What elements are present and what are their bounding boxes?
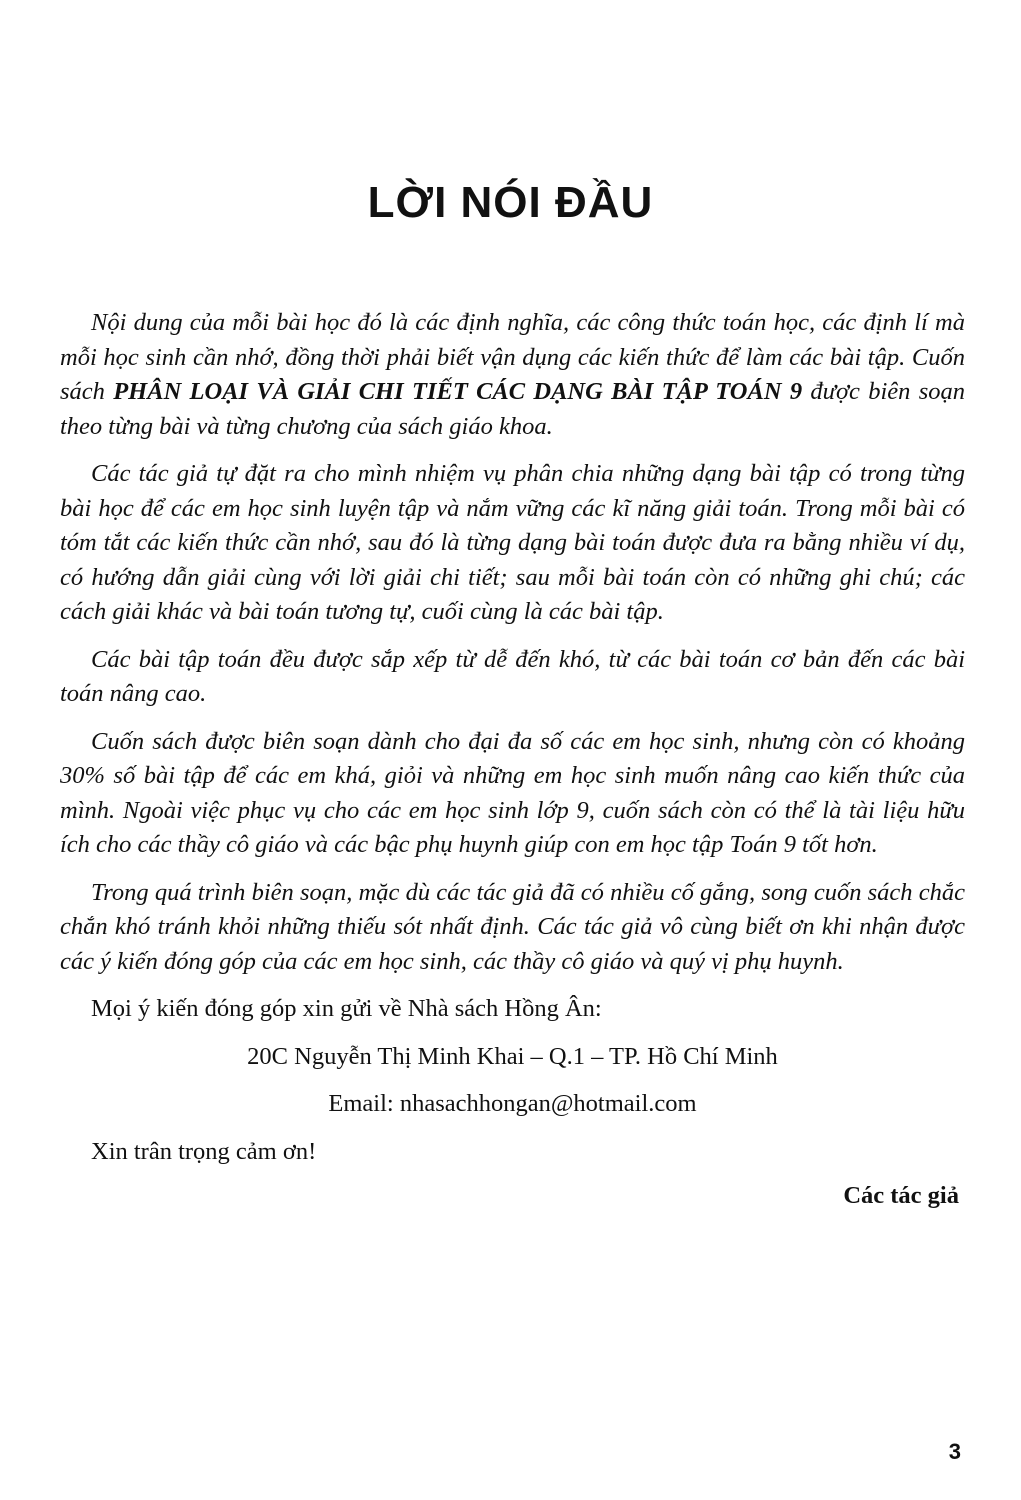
author-signature: Các tác giả (843, 1182, 959, 1209)
contact-address: 20C Nguyễn Thị Minh Khai – Q.1 – TP. Hồ Chí Minh (247, 1042, 778, 1070)
book-title: PHÂN LOẠI VÀ GIẢI CHI TIẾT CÁC DẠNG BÀI TẬP TOÁN 9 (113, 378, 803, 405)
preface-body (60, 306, 965, 1214)
page-number: 3 (948, 1439, 961, 1464)
paragraph-1 (60, 306, 965, 444)
contact-email: Email: nhasachhongan@hotmail.com (328, 1090, 697, 1117)
paragraph-1-text-a: Nội dung của mỗi bài học đó là các định nghĩa, các công thức toán học, các định lí mà mỗi học sinh cần nhớ, đồng thời phải biết vận dụng các kiến thức để làm các bài tập. Cuốn sách (60, 309, 965, 405)
contact-intro: Mọi ý kiến đóng góp xin gửi về Nhà sách Hồng Ân: (91, 995, 602, 1022)
paragraph-3: Các bài tập toán đều được sắp xếp từ dễ đến khó, từ các bài toán cơ bản đến các bài toán nâng cao. (60, 645, 965, 707)
paragraph-4: Cuốn sách được biên soạn dành cho đại đa số các em học sinh, nhưng còn có khoảng 30% số bài tập để các em khá, giỏi và những em học sinh muốn nâng cao kiến thức của mình. Ngoài việc phục vụ cho các em học sinh lớp 9, cuốn sách còn có thể là tài liệu hữu ích cho các thầy cô giáo và các bậc phụ huynh giúp con em học tập Toán 9 tốt hơn. (60, 727, 965, 858)
page-title: LỜI NÓI ĐẦU (367, 178, 654, 227)
paragraph-2: Các tác giả tự đặt ra cho mình nhiệm vụ phân chia những dạng bài tập có trong từng bài học để các em học sinh luyện tập và nắm vững các kĩ năng giải toán. Trong mỗi bài có tóm tắt các kiến thức cần nhớ, sau đó là từng dạng bài toán được đưa ra bằng nhiều ví dụ, có hướng dẫn giải cùng với lời giải chi tiết; sau mỗi bài toán còn có những ghi chú; các cách giải khác và bài toán tương tự, cuối cùng là các bài tập. (60, 460, 965, 625)
closing-thanks: Xin trân trọng cảm ơn! (91, 1137, 317, 1165)
paragraph-1-text-b: được biên soạn theo từng bài và từng chương của sách giáo khoa. (60, 378, 965, 440)
paragraph-5: Trong quá trình biên soạn, mặc dù các tác giả đã có nhiều cố gắng, song cuốn sách chắc chắn khó tránh khỏi những thiếu sót nhất định. Các tác giả vô cùng biết ơn khi nhận được các ý kiến đóng góp của các em học sinh, các thầy cô giáo và quý vị phụ huynh. (60, 878, 965, 975)
